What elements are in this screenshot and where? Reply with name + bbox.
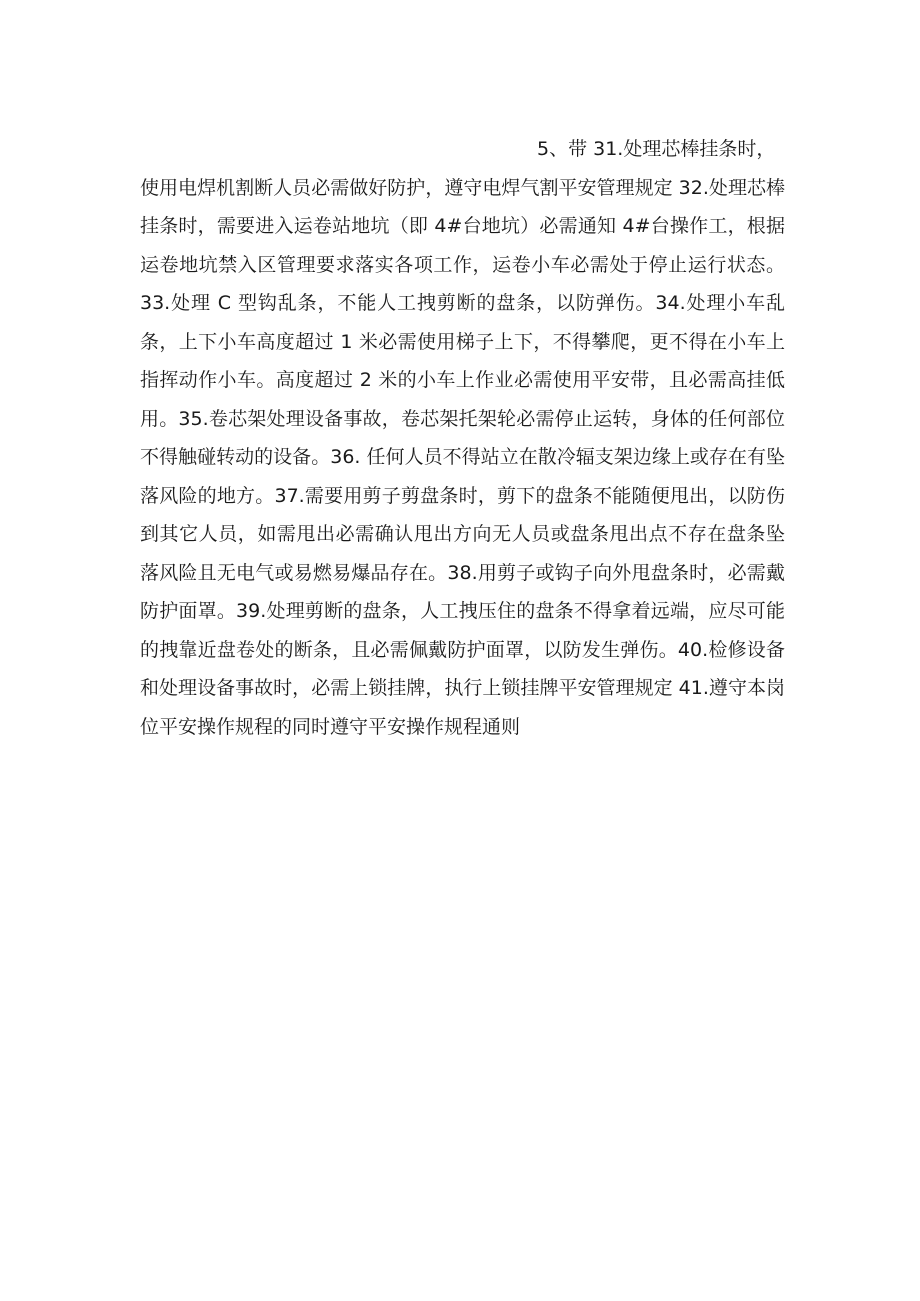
first-line-text: 5、带 31.处理芯棒挂条时， [537, 138, 776, 160]
body-paragraph: 使用电焊机割断人员必需做好防护，遵守电焊气割平安管理规定 32.处理芯棒挂条时，需要进入运卷站地坑（即 4#台地坑）必需通知 4#台操作工，根据运卷地坑禁入区管理要求落实各项工作，运卷小车必需处于停止运行状态。33.处理 C 型钩乱条，不能人工拽剪断的盘条，以防弹伤。34.处理小车乱条，上下小车高度超过 1 米必需使用梯子上下，不得攀爬，更不得在小车上指挥动作小车。高度超过 2 米的小车上作业必需使用平安带，且必需高挂低用。35.卷芯架处理设备事故，卷芯架托架轮必需停止运转，身体的任何部位不得触碰转动的设备。36. 任何人员不得站立在散冷辐支架边缘上或存在有坠落风险的地方。37.需要用剪子剪盘条时，剪下的盘条不能随便甩出，以防伤到其它人员，如需甩出必需确认甩出方向无人员或盘条甩出点不存在盘条坠落风险且无电气或易燃易爆品存在。38.用剪子或钩子向外甩盘条时，必需戴防护面罩。39.处理剪断的盘条，人工拽压住的盘条不得拿着远端，应尽可能的拽靠近盘卷处的断条，且必需佩戴防护面罩，以防发生弹伤。40.检修设备和处理设备事故时，必需上锁挂牌，执行上锁挂牌平安管理规定 41.遵守本岗位平安操作规程的同时遵守平安操作规程通则 [140, 176, 785, 738]
document-text-block [140, 130, 785, 746]
